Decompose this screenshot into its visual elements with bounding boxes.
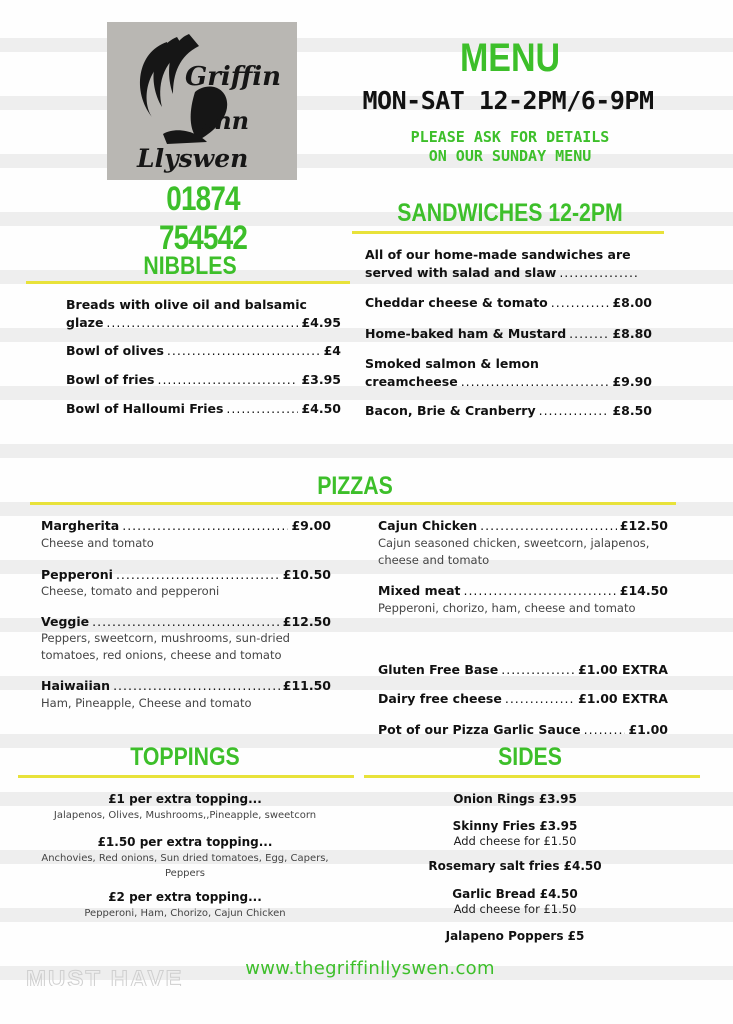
sandwich-item-3 (365, 373, 652, 391)
item-price: £4 (323, 343, 341, 358)
website-link[interactable]: www.thegriffinllyswen.com (245, 958, 495, 979)
opening-hours: MON-SAT 12-2PM/6-9PM (362, 86, 654, 115)
item-name: creamcheese (365, 374, 458, 389)
item-name: Pepperoni (41, 567, 113, 582)
side-name: Jalapeno Poppers £5 (445, 929, 585, 943)
sandwich-item-1 (365, 294, 652, 312)
pizza-item-mixed-meat (378, 582, 668, 600)
logo-line1: Griffin (185, 62, 282, 92)
item-price: £10.50 (282, 567, 331, 582)
sunday-note-line2: ON OUR SUNDAY MENU (428, 147, 592, 165)
item-name: Margherita (41, 518, 120, 533)
item-name: Bowl of Halloumi Fries (66, 401, 224, 416)
toppings-heading: TOPPINGS (130, 743, 240, 771)
sandwich-item-2 (365, 325, 652, 343)
side-item (405, 819, 625, 849)
sides-heading: SIDES (498, 743, 562, 771)
pizza-item-cajun-chicken (378, 517, 668, 535)
topping-group-1 (40, 791, 330, 823)
topping-group-head: £2 per extra topping... (108, 890, 262, 904)
pizza-item-veggie (41, 613, 331, 631)
pizza-extra-dairy-free (378, 690, 668, 708)
sides-rule (364, 775, 700, 778)
topping-group-list: Pepperoni, Ham, Chorizo, Cajun Chicken (84, 908, 286, 919)
item-price: £9.00 (291, 518, 331, 533)
sandwiches-heading: SANDWICHES 12-2PM (397, 199, 623, 227)
sandwich-item-3-line1: Smoked salmon & lemon (365, 356, 539, 371)
item-price: £12.50 (619, 518, 668, 533)
pizza-desc: Ham, Pineapple, Cheese and tomato (41, 696, 252, 710)
item-price: £11.50 (282, 678, 331, 693)
pizza-extra-gluten-free (378, 661, 668, 679)
pizza-desc: Pepperoni, chorizo, ham, cheese and tomato (378, 601, 636, 615)
item-name: Veggie (41, 614, 90, 629)
pizza-extra-garlic-sauce (378, 721, 668, 739)
item-price: £1.00 EXTRA (578, 691, 668, 706)
pizza-item-margherita (41, 517, 331, 535)
side-name: Onion Rings £3.95 (453, 792, 577, 806)
side-item (405, 887, 625, 917)
logo-line2: Inn (203, 106, 250, 135)
item-price: £14.50 (619, 583, 668, 598)
logo (107, 22, 297, 180)
item-name: Home-baked ham & Mustard (365, 326, 567, 341)
side-note: Add cheese for £1.50 (453, 834, 577, 848)
item-price: £1.00 EXTRA (578, 662, 668, 677)
item-price: £4.50 (301, 401, 341, 416)
pizza-item-hawaiian (41, 677, 331, 695)
menu-title: MENU (459, 36, 561, 80)
item-price: £9.90 (612, 374, 652, 389)
nibbles-heading: NIBBLES (143, 252, 237, 280)
side-item (405, 929, 625, 944)
sunday-note (340, 128, 680, 166)
item-price: £8.80 (612, 326, 652, 341)
item-name: Bowl of fries (66, 372, 155, 387)
pizza-item-pepperoni (41, 566, 331, 584)
topping-group-head: £1 per extra topping... (108, 792, 262, 806)
item-name: Gluten Free Base (378, 662, 499, 677)
item-name: Cajun Chicken (378, 518, 478, 533)
topping-group-list: Jalapenos, Olives, Mushrooms,,Pineapple, sweetcorn (53, 810, 317, 821)
nibbles-rule (26, 281, 350, 284)
pizza-desc: Cajun seasoned chicken, sweetcorn, jalapenos, cheese and tomato (378, 536, 650, 567)
item-price: £12.50 (282, 614, 331, 629)
topping-group-list: Anchovies, Red onions, Sun dried tomatoes, Egg, Capers, Peppers (41, 853, 329, 879)
nibbles-item-4 (66, 400, 341, 418)
side-name: Skinny Fries £3.95 (452, 819, 578, 833)
topping-group-head: £1.50 per extra topping... (97, 835, 273, 849)
side-note: Add cheese for £1.50 (453, 902, 577, 916)
pizza-desc: Cheese and tomato (41, 536, 154, 550)
faded-banner-text: MUST HAVE (26, 966, 184, 986)
item-name: Cheddar cheese & tomato (365, 295, 548, 310)
item-name: glaze (66, 315, 104, 330)
item-name: Bowl of olives (66, 343, 164, 358)
item-price: £4.95 (301, 315, 341, 330)
phone-number: 01874 754542 (158, 180, 248, 257)
nibbles-item-3 (66, 371, 341, 389)
pizzas-rule (30, 502, 676, 505)
pizza-desc: Peppers, sweetcorn, mushrooms, sun-dried tomatoes, red onions, cheese and tomato (41, 631, 290, 662)
topping-group-3 (40, 889, 330, 921)
item-name: Dairy free cheese (378, 691, 502, 706)
topping-group-2 (40, 834, 330, 881)
item-price: £8.00 (612, 295, 652, 310)
item-price: £8.50 (612, 403, 652, 418)
nibbles-item-2 (66, 342, 341, 360)
side-name: Garlic Bread £4.50 (452, 887, 578, 901)
sandwiches-intro-line2: served with salad and slaw ..... (365, 264, 643, 282)
side-item (405, 792, 625, 807)
item-name: Haiwaiian (41, 678, 111, 693)
item-name: Mixed meat (378, 583, 461, 598)
pizza-desc: Cheese, tomato and pepperoni (41, 584, 220, 598)
side-name: Rosemary salt fries £4.50 (428, 859, 602, 873)
nibbles-item-1-line1: Breads with olive oil and balsamic (66, 297, 307, 312)
logo-line3: Llyswen (137, 144, 249, 173)
nibbles-item-1 (66, 314, 341, 332)
item-name: Bacon, Brie & Cranberry (365, 403, 536, 418)
toppings-rule (18, 775, 354, 778)
sandwich-item-4 (365, 402, 652, 420)
item-name: Pot of our Pizza Garlic Sauce (378, 722, 581, 737)
item-price: £1.00 (628, 722, 668, 737)
side-item (405, 859, 625, 874)
sandwiches-intro-line1: All of our home-made sandwiches are (365, 247, 631, 262)
sunday-note-line1: PLEASE ASK FOR DETAILS (410, 128, 610, 146)
item-price: £3.95 (301, 372, 341, 387)
sandwiches-rule (352, 231, 664, 234)
pizzas-heading: PIZZAS (317, 472, 393, 500)
